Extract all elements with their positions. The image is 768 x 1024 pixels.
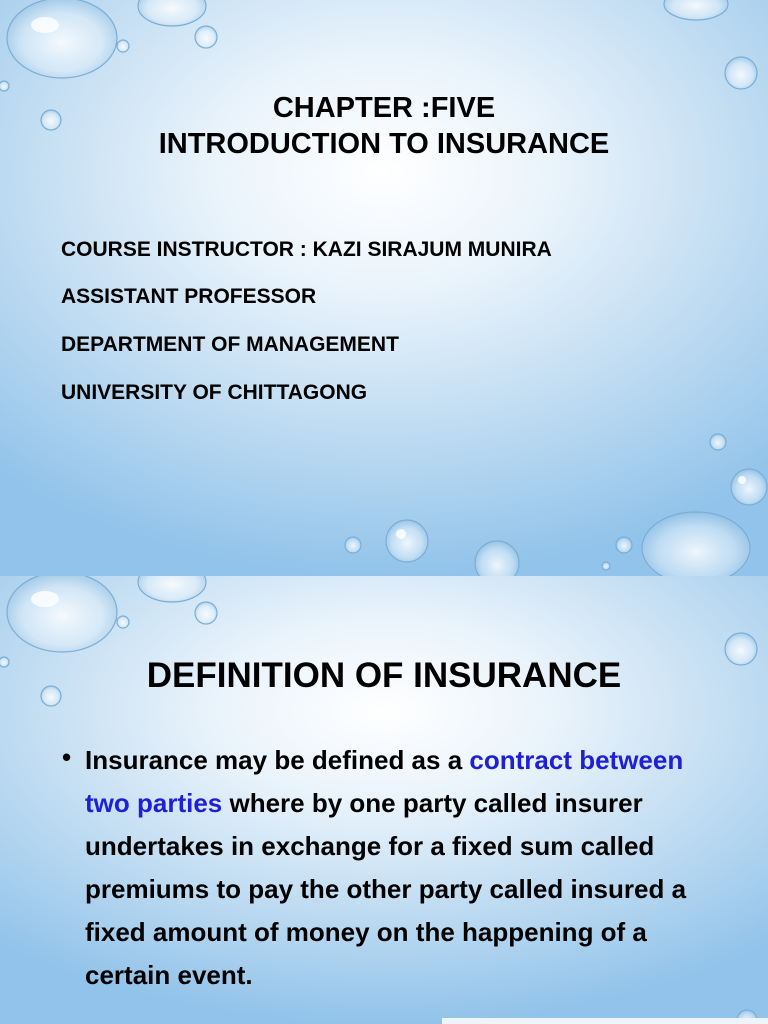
designation: ASSISTANT PROFESSOR <box>61 285 317 308</box>
bullet-marker: • <box>62 742 72 772</box>
university: UNIVERSITY OF CHITTAGONG <box>61 381 368 404</box>
department: DEPARTMENT OF MANAGEMENT <box>61 333 399 356</box>
definition-slide <box>0 576 768 1024</box>
definition-text-start: Insurance may be defined as a <box>85 745 470 775</box>
chapter-title: CHAPTER :FIVE <box>272 92 496 124</box>
definition-highlight: contract between two parties <box>85 745 684 818</box>
bottom-strip <box>442 1018 768 1024</box>
slide-title: DEFINITION OF INSURANCE <box>146 656 622 695</box>
definition-paragraph <box>85 739 725 997</box>
definition-text-end: where by one party called insurer undertakes in exchange for a fixed sum called premiums to pay the other party called insured a fixed amount of money on the happening of a certain event. <box>85 788 687 990</box>
course-instructor: COURSE INSTRUCTOR : KAZI SIRAJUM MUNIRA <box>61 238 552 261</box>
chapter-subtitle: INTRODUCTION TO INSURANCE <box>158 128 610 160</box>
